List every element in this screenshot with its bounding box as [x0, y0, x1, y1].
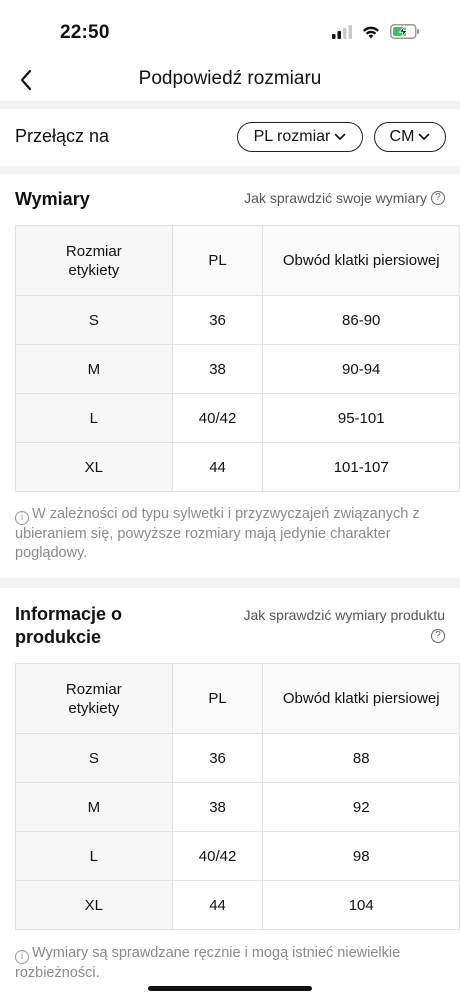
- cell-pl: 36: [172, 734, 263, 783]
- unit-selector-label: CM: [389, 128, 415, 145]
- measurements-note-text: W zależności od typu sylwetki i przyzwyczajeń związanych z ubieraniem się, powyższe rozmiary mają jedynie charakter poglądowy.: [15, 506, 420, 561]
- header-pl: PL: [172, 226, 263, 296]
- cell-size: L: [16, 832, 173, 881]
- how-to-measure-link-label: Jak sprawdzić swoje wymiary: [244, 190, 427, 206]
- how-to-measure-product-link-label: Jak sprawdzić wymiary produktu: [243, 607, 445, 623]
- measurements-table: [15, 225, 460, 492]
- header-label-size-line1: Rozmiar: [65, 680, 122, 698]
- divider: [0, 578, 460, 588]
- cell-pl: 44: [172, 881, 263, 930]
- measurements-note: [15, 505, 445, 563]
- cell-size: S: [16, 296, 173, 345]
- cell-chest: 92: [263, 783, 460, 832]
- cell-size: XL: [16, 443, 173, 492]
- cell-pl: 40/42: [172, 394, 263, 443]
- product-note-text: Wymiary są sprawdzane ręcznie i mogą istnieć niewielkie rozbieżności.: [15, 945, 401, 981]
- signal-icon: [332, 25, 352, 39]
- cell-chest: 88: [263, 734, 460, 783]
- help-icon: ?: [431, 191, 445, 205]
- measurements-title: Wymiary: [15, 189, 90, 209]
- nav-bar: [0, 60, 460, 100]
- info-icon: i: [15, 511, 29, 525]
- status-time: 22:50: [60, 22, 110, 43]
- info-icon: i: [15, 950, 29, 964]
- table-row: [16, 734, 460, 783]
- table-header-row: [16, 664, 460, 734]
- cell-pl: 40/42: [172, 832, 263, 881]
- cell-size: XL: [16, 881, 173, 930]
- how-to-measure-link[interactable]: [244, 190, 445, 206]
- product-table: [15, 663, 460, 930]
- table-row: [16, 881, 460, 930]
- status-bar: [0, 0, 460, 60]
- page-title: Podpowiedź rozmiaru: [138, 68, 322, 89]
- header-pl: PL: [172, 664, 263, 734]
- table-row: [16, 296, 460, 345]
- cell-chest: 86-90: [263, 296, 460, 345]
- pl-size-selector-label: PL rozmiar: [253, 128, 331, 145]
- header-label-size-line1: Rozmiar: [65, 242, 122, 260]
- status-icons: [332, 24, 420, 39]
- table-row: [16, 783, 460, 832]
- header-chest: Obwód klatki piersiowej: [263, 226, 460, 296]
- cell-chest: 90-94: [263, 345, 460, 394]
- chevron-down-icon: [334, 133, 346, 141]
- cell-chest: 101-107: [263, 443, 460, 492]
- help-icon: ?: [431, 629, 445, 643]
- header-label-size-line2: etykiety: [68, 261, 120, 279]
- header-label-size-line2: etykiety: [68, 699, 120, 717]
- battery-charging-icon: [390, 24, 420, 39]
- product-title-line1: Informacje o: [15, 604, 123, 624]
- chevron-down-icon: [418, 133, 430, 141]
- home-indicator: [148, 986, 312, 991]
- table-header-row: [16, 226, 460, 296]
- unit-selector[interactable]: [374, 122, 446, 152]
- product-title-line2: produkcie: [15, 627, 102, 647]
- cell-pl: 38: [172, 345, 263, 394]
- cell-pl: 38: [172, 783, 263, 832]
- switch-label: Przełącz na: [15, 126, 110, 146]
- table-row: [16, 394, 460, 443]
- cell-size: M: [16, 345, 173, 394]
- cell-chest: 98: [263, 832, 460, 881]
- cell-size: M: [16, 783, 173, 832]
- wifi-icon: [362, 25, 380, 39]
- cell-pl: 44: [172, 443, 263, 492]
- how-to-measure-product-link[interactable]: [243, 607, 445, 643]
- cell-chest: 104: [263, 881, 460, 930]
- cell-chest: 95-101: [263, 394, 460, 443]
- divider: [0, 166, 460, 174]
- product-note: [15, 944, 445, 983]
- table-row: [16, 345, 460, 394]
- header-label-size: [16, 664, 173, 734]
- cell-pl: 36: [172, 296, 263, 345]
- header-label-size: [16, 226, 173, 296]
- divider: [0, 101, 460, 109]
- table-row: [16, 443, 460, 492]
- header-chest: Obwód klatki piersiowej: [263, 664, 460, 734]
- switch-row: [0, 112, 460, 162]
- pl-size-selector[interactable]: [237, 122, 363, 152]
- product-title: [15, 603, 122, 649]
- table-row: [16, 832, 460, 881]
- cell-size: S: [16, 734, 173, 783]
- cell-size: L: [16, 394, 173, 443]
